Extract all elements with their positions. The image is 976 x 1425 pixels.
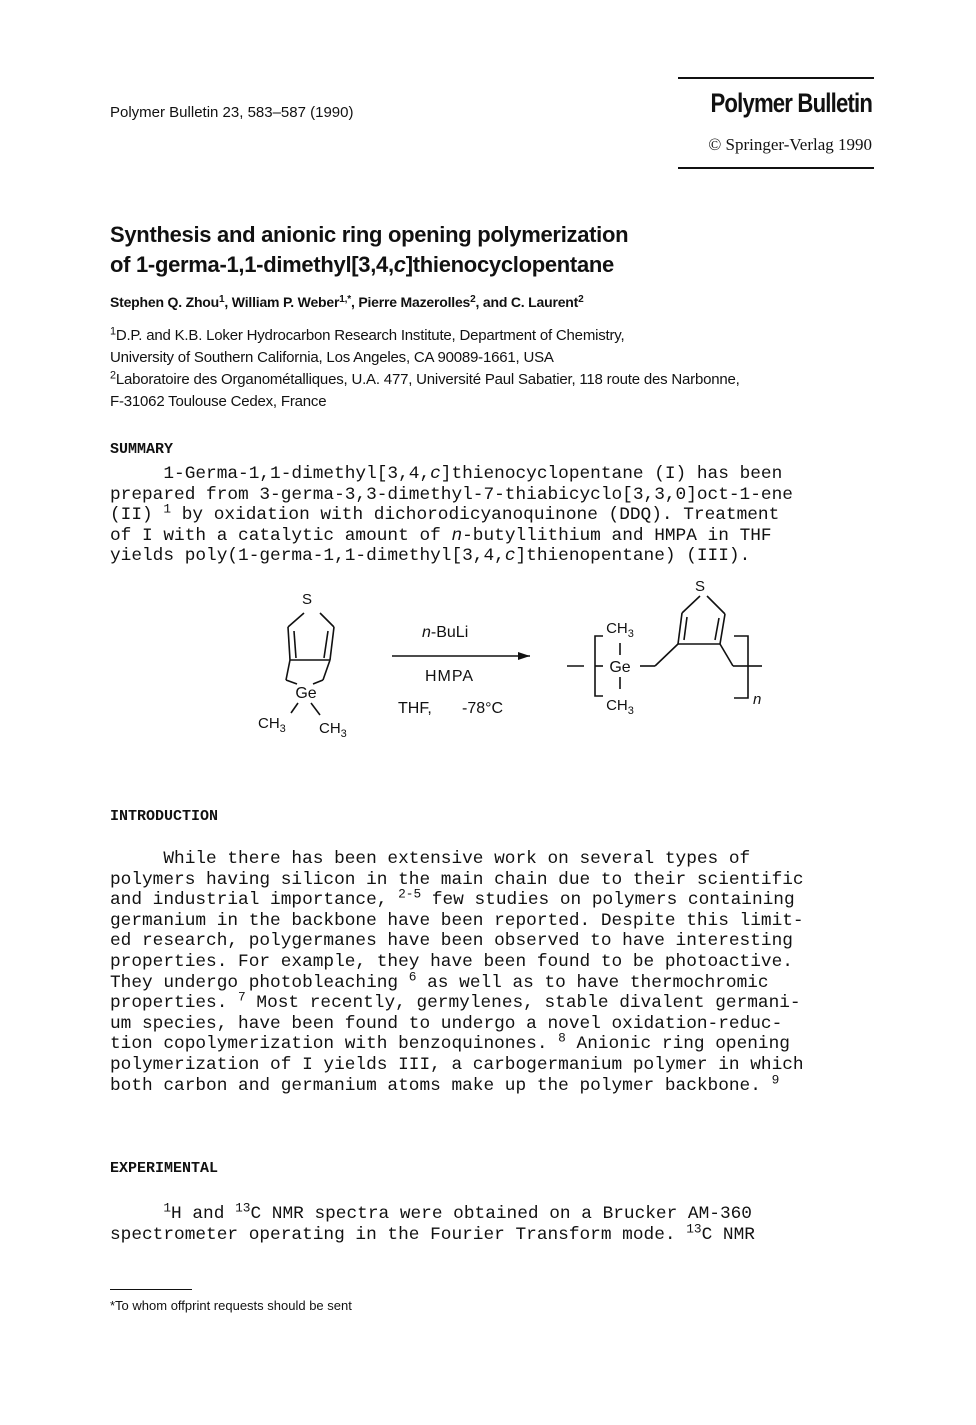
journal-citation: Polymer Bulletin 23, 583–587 (1990) [110, 104, 354, 121]
intro-ref-7: 7 [238, 989, 246, 1005]
bond [288, 627, 290, 660]
copyright-notice: © Springer-Verlag 1990 [708, 135, 872, 154]
author-1-affil: 1 [219, 293, 225, 305]
title-line-2-italic: c [393, 252, 406, 277]
bond [323, 660, 330, 680]
paper-title [110, 220, 628, 280]
title-line-2a: of 1-germa-1,1-dimethyl[3,4, [110, 252, 394, 277]
intro-line-6: properties. For example, they have been found to be photoactive. [110, 951, 793, 972]
bond [684, 617, 687, 640]
bond [286, 680, 297, 684]
exp-line-2b: C NMR [701, 1224, 755, 1245]
reaction-scheme [200, 580, 800, 755]
intro-line-1: While there has been extensive work on several types of [110, 849, 751, 869]
intro-line-12a: both carbon and germanium atoms make up the polymer backbone. [110, 1075, 772, 1096]
exp-isotope-13c-2: 13 [686, 1221, 702, 1237]
intro-line-7b: as well as to have thermochromic [416, 972, 769, 993]
author-4: C. Laurent [510, 294, 579, 310]
footnote: *To whom offprint requests should be sent [110, 1298, 352, 1313]
intro-line-10a: tion copolymerization with benzoquinones. [110, 1034, 559, 1055]
methyl-bottom: $CH_3$ [606, 697, 634, 717]
germanium-atom-polymer: Ge [609, 659, 631, 676]
bond [286, 660, 290, 680]
bond [715, 618, 719, 640]
exp-line-1a: H and [171, 1204, 236, 1224]
repeat-unit-n: n [753, 691, 762, 708]
intro-line-9: um species, have been found to undergo a novel oxidation-reduc- [110, 1013, 783, 1034]
methyl-top: $CH_3$ [606, 620, 634, 640]
bond [655, 644, 678, 666]
author-and: , and [475, 294, 511, 310]
intro-line-4: germanium in the backbone have been reported. Despite this limit- [110, 910, 804, 931]
summary-line-4-italic: n [451, 525, 463, 546]
bond [330, 627, 334, 660]
summary-line-1a: 1-Germa-1,1-dimethyl[3,4, [110, 464, 431, 484]
sulfur-atom-monomer: S [301, 591, 313, 608]
intro-ref-8: 8 [558, 1030, 566, 1046]
bond [720, 644, 733, 666]
affiliation-1-line-1 [110, 325, 740, 347]
intro-ref-9: 9 [771, 1072, 780, 1088]
affiliation-2-marker: 2 [110, 369, 116, 382]
summary-line-5-italic: c [504, 546, 516, 567]
bond [288, 613, 304, 627]
exp-isotope-13c: 13 [235, 1200, 251, 1216]
sulfur-atom-polymer: S [694, 580, 706, 595]
methyl-left: $CH_3$ [258, 715, 286, 735]
experimental-text [110, 1200, 755, 1245]
exp-isotope-1h: 1 [163, 1200, 172, 1216]
author-separator: , [224, 294, 232, 310]
experimental-heading: EXPERIMENTAL [110, 1160, 219, 1177]
bond [324, 631, 328, 658]
summary-ref-1: 1 [163, 501, 172, 517]
summary-line-3b: by oxidation with dichorodicyanoquinone (DDQ). Treatment [171, 505, 780, 526]
journal-name: Polymer Bulletin [710, 88, 872, 118]
intro-line-3a: and industrial importance, [110, 890, 399, 911]
germanium-atom-monomer: Ge [295, 685, 317, 702]
affiliations [110, 325, 740, 413]
intro-line-3b: few studies on polymers containing [421, 890, 795, 911]
reaction-arrow [392, 652, 530, 660]
author-list [110, 294, 584, 310]
reagent-butyllithium: n-BuLi [422, 624, 469, 641]
author-separator: , [350, 294, 359, 310]
summary-line-4b: -butyllithium and HMPA in THF [462, 525, 772, 546]
summary-heading: SUMMARY [110, 441, 174, 458]
bond [707, 596, 725, 614]
title-line-2b: ]thienocyclopentane [405, 252, 614, 277]
introduction-heading: INTRODUCTION [110, 808, 219, 825]
intro-line-11: polymerization of I yields III, a carbogermanium polymer in which [110, 1054, 804, 1075]
title-line-1: Synthesis and anionic ring opening polymerization [110, 222, 629, 247]
summary-line-5a: yields poly(1-germa-1,1-dimethyl[3,4, [110, 546, 505, 567]
author-4-affil: 2 [578, 293, 584, 305]
bond [720, 614, 725, 644]
intro-line-2: polymers having silicon in the main chain due to their scientific [110, 869, 804, 890]
intro-line-7a: They undergo photobleaching [110, 972, 409, 993]
intro-line-8a: properties. [110, 993, 239, 1014]
affiliation-2-text: Laboratoire des Organométalliques, U.A. 477, Université Paul Sabatier, 118 route des Narbonne, [115, 371, 740, 388]
methyl-right: $CH_3$ [319, 720, 347, 740]
exp-line-2a: spectrometer operating in the Fourier Transform mode. [110, 1224, 687, 1245]
footnote-divider [110, 1289, 192, 1290]
author-2-affil: 1,* [339, 293, 351, 305]
solvent-thf: THF, [398, 700, 432, 717]
author-1: Stephen Q. Zhou [110, 294, 219, 310]
reagent-hmpa: HMPA [425, 668, 475, 685]
intro-line-5: ed research, polygermanes have been observed to have interesting [110, 931, 793, 952]
bond [682, 596, 700, 613]
affiliation-2-line-1 [110, 369, 740, 391]
reaction-temperature: -78°C [462, 700, 504, 717]
bond [313, 680, 323, 684]
author-3: Pierre Mazerolles [358, 294, 471, 310]
summary-line-5b: ]thienopentane) (III). [515, 546, 751, 567]
intro-ref-2-5: 2-5 [398, 886, 422, 902]
summary-line-2: prepared from 3-germa-3,3-dimethyl-7-thiabicyclo[3,3,0]oct-1-ene [110, 484, 793, 505]
intro-ref-6: 6 [408, 969, 417, 985]
bond [294, 631, 296, 658]
summary-line-3a: (II) [110, 505, 164, 526]
repeat-bracket-right [734, 636, 748, 698]
author-2: William P. Weber [231, 294, 340, 310]
bond [678, 613, 682, 644]
affiliation-1-line-2: University of Southern California, Los Angeles, CA 90089-1661, USA [110, 349, 554, 366]
polymer-structure [567, 596, 762, 698]
exp-indent [110, 1204, 163, 1224]
affiliation-1-text: D.P. and K.B. Loker Hydrocarbon Research Institute, Department of Chemistry, [115, 327, 625, 344]
introduction-text [110, 849, 804, 1096]
summary-line-1b: ]thienocyclopentane (I) has been [440, 464, 783, 484]
journal-masthead [678, 77, 874, 169]
summary-line-1-italic: c [430, 464, 441, 484]
bond [320, 613, 334, 627]
affiliation-1-marker: 1 [110, 325, 116, 338]
intro-line-10b: Anionic ring opening [565, 1034, 790, 1055]
summary-text [110, 464, 793, 567]
intro-line-8b: Most recently, germylenes, stable divalent germani- [245, 993, 801, 1014]
summary-line-4a: of I with a catalytic amount of [110, 525, 452, 546]
bond [311, 703, 320, 715]
exp-line-1b: C NMR spectra were obtained on a Brucker AM-360 [250, 1204, 752, 1224]
bond [291, 703, 298, 713]
affiliation-2-line-2: F-31062 Toulouse Cedex, France [110, 393, 327, 410]
author-3-affil: 2 [470, 293, 476, 305]
